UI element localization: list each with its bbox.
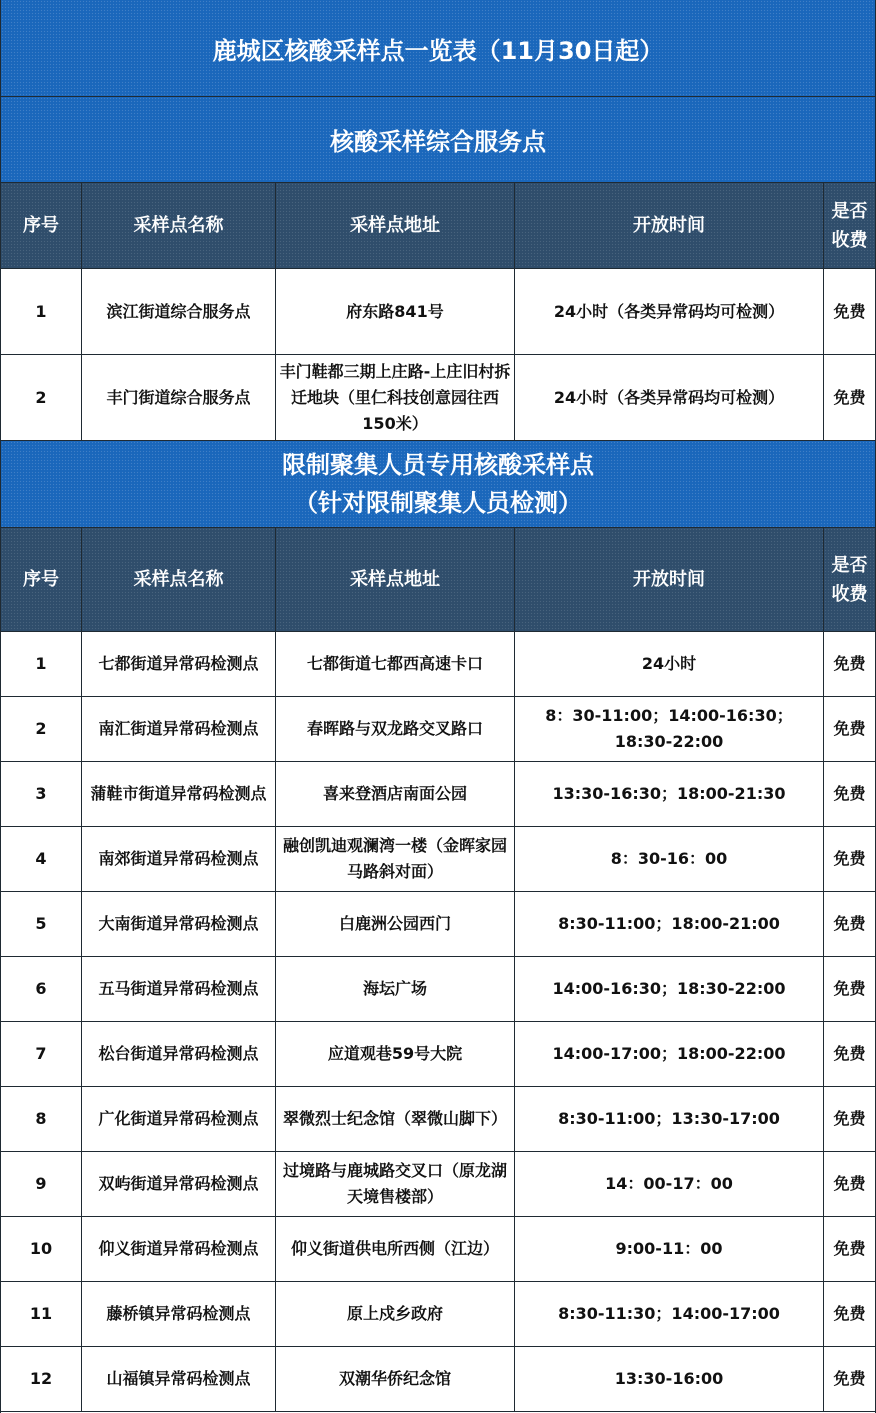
opening-hours: 8：30-11:00；14:00-16:30；18:30-22:00 [515,697,824,761]
site-name: 南郊街道异常码检测点 [82,827,276,891]
table-row [1,355,875,441]
table-row [1,1087,875,1152]
fee: 免费 [833,784,866,803]
site-address: 七都街道七都西高速卡口 [276,632,515,696]
opening-hours: 8:30-11:30；14:00-17:00 [515,1282,824,1346]
table-row [1,957,875,1022]
site-name: 仰义街道异常码检测点 [82,1217,276,1281]
site-name: 山福镇异常码检测点 [82,1347,276,1411]
header-number: 序号 [1,528,82,631]
opening-hours: 13:30-16:30；18:00-21:30 [515,762,824,826]
site-address: 双潮华侨纪念馆 [276,1347,515,1411]
site-address: 仰义街道供电所西侧（江边） [276,1217,515,1281]
opening-hours: 8：30-16：00 [515,827,824,891]
site-name: 滨江街道综合服务点 [82,269,276,354]
opening-hours: 14:00-16:30；18:30-22:00 [515,957,824,1021]
header-hours: 开放时间 [515,183,824,268]
column-header-row [1,528,875,632]
header-site-name: 采样点名称 [82,183,276,268]
section-heading-service-points [1,97,875,183]
fee: 免费 [833,1174,866,1193]
fee: 免费 [833,654,866,673]
header-site-name: 采样点名称 [82,528,276,631]
table-row [1,632,875,697]
header-fee: 是否收费 [824,183,875,268]
table-row [1,269,875,355]
site-address: 融创凯迪观澜湾一楼（金晖家园马路斜对面） [276,827,515,891]
site-address: 丰门鞋都三期上庄路-上庄旧村拆迁地块（里仁科技创意园往西150米） [276,355,515,440]
table-title-band [1,0,875,97]
section-subtitle: （针对限制聚集人员检测） [294,489,582,517]
site-address: 翠微烈士纪念馆（翠微山脚下） [276,1087,515,1151]
table-row [1,1152,875,1217]
row-number: 2 [1,355,82,440]
table-row [1,1347,875,1412]
row-number: 10 [1,1217,82,1281]
site-address: 府东路841号 [276,269,515,354]
site-name: 五马街道异常码检测点 [82,957,276,1021]
opening-hours: 14：00-17：00 [515,1152,824,1216]
opening-hours: 8:30-11:00；18:00-21:00 [515,892,824,956]
section-heading-restricted-points [1,441,875,528]
site-name: 南汇街道异常码检测点 [82,697,276,761]
fee: 免费 [833,1369,866,1388]
section-title: 限制聚集人员专用核酸采样点 [282,451,594,479]
fee: 免费 [833,301,866,321]
header-address: 采样点地址 [276,183,515,268]
site-name: 丰门街道综合服务点 [82,355,276,440]
site-name: 双屿街道异常码检测点 [82,1152,276,1216]
fee: 免费 [833,1304,866,1323]
row-number: 6 [1,957,82,1021]
row-number: 11 [1,1282,82,1346]
table-title: 鹿城区核酸采样点一览表（11月30日起） [212,36,664,65]
row-number: 4 [1,827,82,891]
row-number: 1 [1,269,82,354]
header-fee: 是否收费 [824,528,875,631]
opening-hours: 14:00-17:00；18:00-22:00 [515,1022,824,1086]
site-address: 原上戍乡政府 [276,1282,515,1346]
site-address: 春晖路与双龙路交叉路口 [276,697,515,761]
row-number: 9 [1,1152,82,1216]
fee: 免费 [833,387,866,407]
site-name: 七都街道异常码检测点 [82,632,276,696]
site-name: 广化街道异常码检测点 [82,1087,276,1151]
row-number: 2 [1,697,82,761]
row-number: 7 [1,1022,82,1086]
row-number: 1 [1,632,82,696]
opening-hours: 9:00-11：00 [515,1217,824,1281]
opening-hours: 24小时（各类异常码均可检测） [515,269,824,354]
fee: 免费 [833,1044,866,1063]
column-header-row [1,183,875,269]
row-number: 12 [1,1347,82,1411]
site-address: 喜来登酒店南面公园 [276,762,515,826]
header-address: 采样点地址 [276,528,515,631]
site-name: 松台街道异常码检测点 [82,1022,276,1086]
site-name: 蒲鞋市街道异常码检测点 [82,762,276,826]
site-address: 过境路与鹿城路交叉口（原龙湖 天境售楼部） [276,1152,515,1216]
table-row [1,762,875,827]
fee: 免费 [833,849,866,868]
row-number: 8 [1,1087,82,1151]
site-address: 海坛广场 [276,957,515,1021]
opening-hours: 24小时 [515,632,824,696]
fee: 免费 [833,1109,866,1128]
opening-hours: 13:30-16:00 [515,1347,824,1411]
section-title: 核酸采样综合服务点 [330,128,546,156]
site-name: 大南街道异常码检测点 [82,892,276,956]
opening-hours: 24小时（各类异常码均可检测） [515,355,824,440]
row-number: 5 [1,892,82,956]
header-hours: 开放时间 [515,528,824,631]
header-number: 序号 [1,183,82,268]
table-row [1,1217,875,1282]
table-row [1,827,875,892]
site-address: 白鹿洲公园西门 [276,892,515,956]
site-address: 应道观巷59号大院 [276,1022,515,1086]
fee: 免费 [833,719,866,738]
table-row [1,892,875,957]
opening-hours: 8:30-11:00；13:30-17:00 [515,1087,824,1151]
fee: 免费 [833,979,866,998]
table-row [1,1022,875,1087]
fee: 免费 [833,1239,866,1258]
table-row [1,1282,875,1347]
fee: 免费 [833,914,866,933]
table-row [1,697,875,762]
row-number: 3 [1,762,82,826]
site-name: 藤桥镇异常码检测点 [82,1282,276,1346]
